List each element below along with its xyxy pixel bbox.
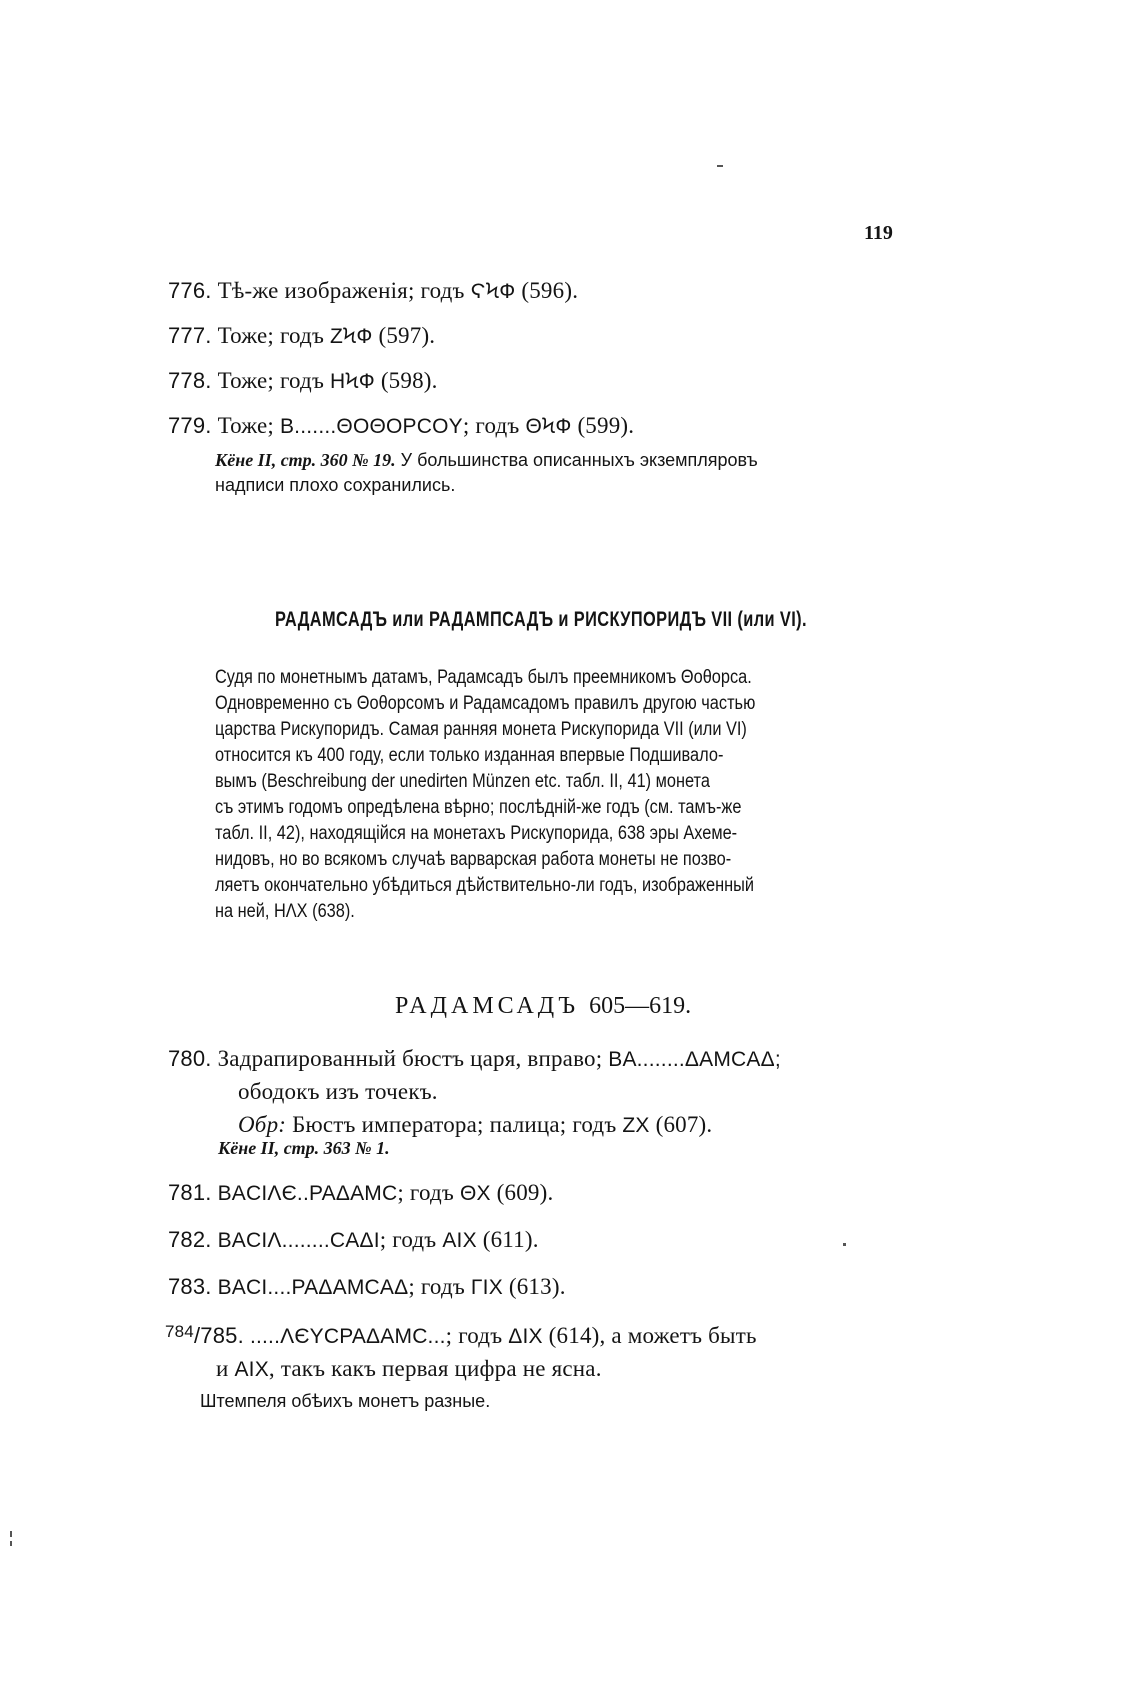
catalog-entry [168,413,634,439]
entry-number: 783. [168,1274,212,1299]
entry-text: ; годъ [462,413,526,438]
scan-speck [843,1243,846,1246]
coin-inscription: .....ΛЄYCPAΔAMC... [243,1325,446,1348]
paragraph-line: нидовъ, но во всякомъ случаѣ варварская работа монеты не позво- [215,849,732,870]
year-value: (598). [380,368,438,393]
entry-number: 782. [168,1227,212,1252]
entry-continuation [216,1356,602,1382]
entry-text: Бюстъ императора; палица; годъ [286,1112,623,1137]
year-legend: ZϞФ [330,325,373,348]
citation: Кёне II, стр. 363 № 1. [218,1138,390,1158]
entry-number: 779. [168,413,212,438]
reverse-label: Обр: [238,1112,287,1137]
paragraph-line: царства Рискупоридъ. Самая ранняя монета Рискупорида VII (или VI) [215,719,747,740]
note-text: Штемпеля обѣихъ монетъ разные. [200,1391,491,1411]
entry-number: 777. [168,323,212,348]
section-title [395,993,691,1020]
year-value: (597). [378,323,436,348]
year-value: (609). [490,1180,554,1205]
entry-number: 778. [168,368,212,393]
entry-text: ; годъ [397,1180,460,1205]
entry-text: и [216,1356,235,1381]
year-value: (599). [577,413,635,438]
entry-text: ободокъ изъ точекъ. [238,1079,438,1104]
year-value: (596). [521,278,579,303]
coin-inscription: B.......ΘΟΘΟPCOY [279,415,463,438]
section-heading: РАДАМСАДЪ или РАДАМПСАДЪ и РИСКУПОРИДЪ VII (или VI). [275,608,807,631]
entry-text: ; годъ [445,1323,509,1348]
entry-text: , такъ какъ первая цифра не ясна. [268,1356,602,1381]
paragraph-line: съ этимъ годомъ опредѣлена вѣрно; послѣдній-же годъ (см. тамъ-же [215,797,742,818]
year-legend: AIX [234,1358,269,1381]
entry-text: Задрапированный бюстъ царя, вправо; [217,1046,609,1071]
year-legend: ZX [622,1114,650,1137]
reverse-description [238,1112,712,1138]
paragraph-line: относится къ 400 году, если только изданная впервые Подшивало- [215,745,724,766]
year-legend: HϞФ [330,370,375,393]
year-legend: ΘX [459,1182,491,1205]
entry-number: 780. [168,1046,212,1071]
year-legend: ΓIX [470,1276,503,1299]
citation: Кёне II, стр. 360 № 19. [215,450,396,470]
page-number: 119 [864,222,893,244]
year-legend: ϚϞФ [470,280,516,303]
catalog-entry [168,1046,781,1072]
entry-text: Тѣ-же изображенія; годъ [217,278,471,303]
coin-inscription: BACIΛ........CAΔI [217,1229,380,1252]
coin-inscription: BA........ΔΑΜCAΔ; [608,1048,781,1071]
year-legend: AIX [442,1229,477,1252]
entry-number: 781. [168,1180,212,1205]
reference-note [215,450,758,471]
entry-text: ; годъ [408,1274,471,1299]
catalog-entry [165,1322,757,1349]
entry-text: ; годъ [379,1227,443,1252]
scan-speck [10,1531,12,1537]
paragraph-line: Одновременно съ Θоθорсомъ и Радамсадомъ правилъ другою частью [215,693,756,714]
reign-years: 605—619. [589,993,692,1019]
entry-text: Тоже; годъ [217,323,331,348]
year-value: (611). [476,1227,539,1252]
coin-inscription: BACIΛЄ..PAΔAMC [217,1182,398,1205]
entry-number-superscript: 784 [165,1322,194,1341]
year-value: (607). [649,1112,713,1137]
paragraph-line: вымъ (Beschreibung der unedirten Münzen etc. табл. II, 41) монета [215,771,710,792]
year-legend: ΔIX [508,1325,543,1348]
catalog-entry [168,1180,553,1206]
catalog-entry [168,1227,539,1253]
note-text: надписи плохо сохранились. [215,475,456,495]
year-value: (613). [502,1274,566,1299]
entry-number: /785. [193,1323,244,1348]
year-legend: ΘϞФ [525,415,572,438]
catalog-entry [168,1274,566,1300]
paragraph-line: на ней, HΛX (638). [215,901,355,922]
catalog-entry [168,323,435,349]
scan-speck [10,1541,12,1546]
entry-text: Тоже; годъ [217,368,331,393]
entry-text: (614), а можетъ быть [542,1323,757,1348]
note-text: У большинства описанныхъ экземпляровъ [395,450,758,470]
paragraph-line: табл. II, 42), находящійся на монетахъ Рискупорида, 638 эры Ахеме- [215,823,738,844]
paragraph-line: Судя по монетнымъ датамъ, Радамсадъ былъ преемникомъ Θоθорса. [215,667,752,688]
entry-number: 776. [168,278,212,303]
catalog-entry [168,368,438,394]
coin-inscription: BACI....PAΔAMCAΔ [217,1276,409,1299]
catalog-entry [168,278,578,304]
scan-speck [717,165,723,167]
ruler-name: РАДАМСАДЪ [395,993,580,1019]
entry-text: Тоже; [217,413,280,438]
reference-note [218,1138,390,1159]
paragraph-line: ляетъ окончательно убѣдиться дѣйствительно-ли годъ, изображенный [215,875,755,896]
